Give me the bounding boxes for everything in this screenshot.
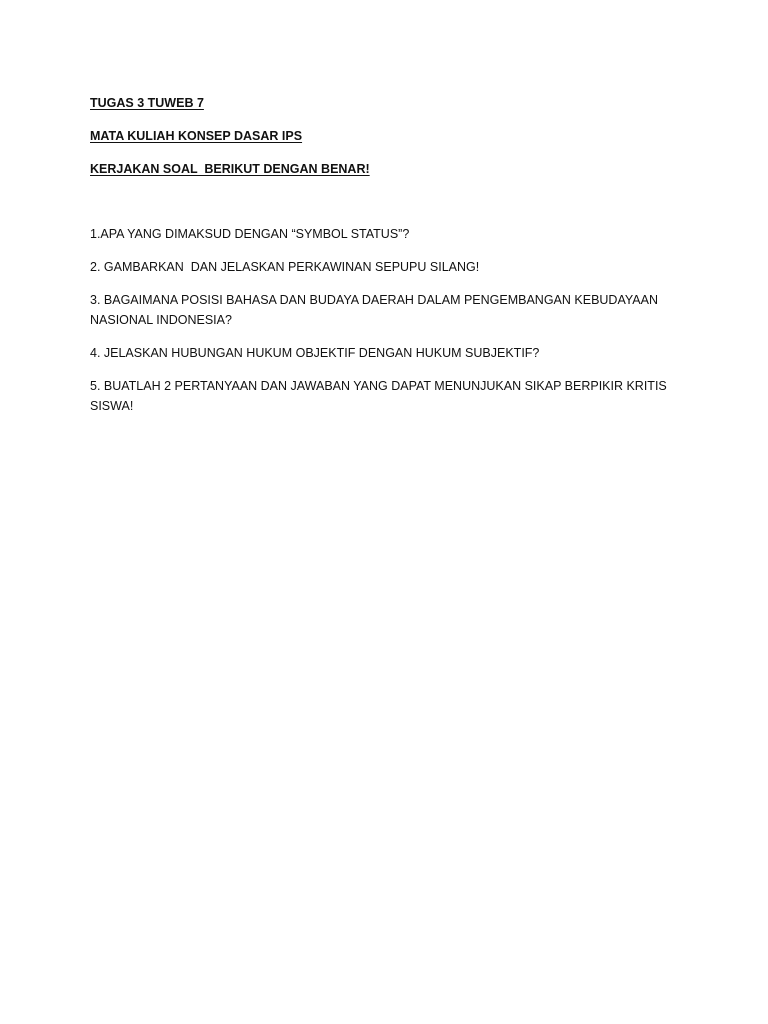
- instruction-heading: KERJAKAN SOAL BERIKUT DENGAN BENAR!: [90, 162, 370, 176]
- question-list: [90, 224, 690, 416]
- question-2: 2. GAMBARKAN DAN JELASKAN PERKAWINAN SEPUPU SILANG!: [90, 260, 480, 274]
- question-1: 1.APA YANG DIMAKSUD DENGAN “SYMBOL STATUS”?: [90, 227, 410, 241]
- question-5: 5. BUATLAH 2 PERTANYAAN DAN JAWABAN YANG DAPAT MENUNJUKAN SIKAP BERPIKIR KRITIS SISWA!: [90, 379, 671, 413]
- question-3: 3. BAGAIMANA POSISI BAHASA DAN BUDAYA DAERAH DALAM PENGEMBANGAN KEBUDAYAAN NASIONAL INDONESIA?: [90, 293, 662, 327]
- question-4: 4. JELASKAN HUBUNGAN HUKUM OBJEKTIF DENGAN HUKUM SUBJEKTIF?: [90, 346, 540, 360]
- assignment-title: TUGAS 3 TUWEB 7: [90, 96, 204, 110]
- document-body: [90, 93, 690, 429]
- course-title: MATA KULIAH KONSEP DASAR IPS: [90, 129, 303, 143]
